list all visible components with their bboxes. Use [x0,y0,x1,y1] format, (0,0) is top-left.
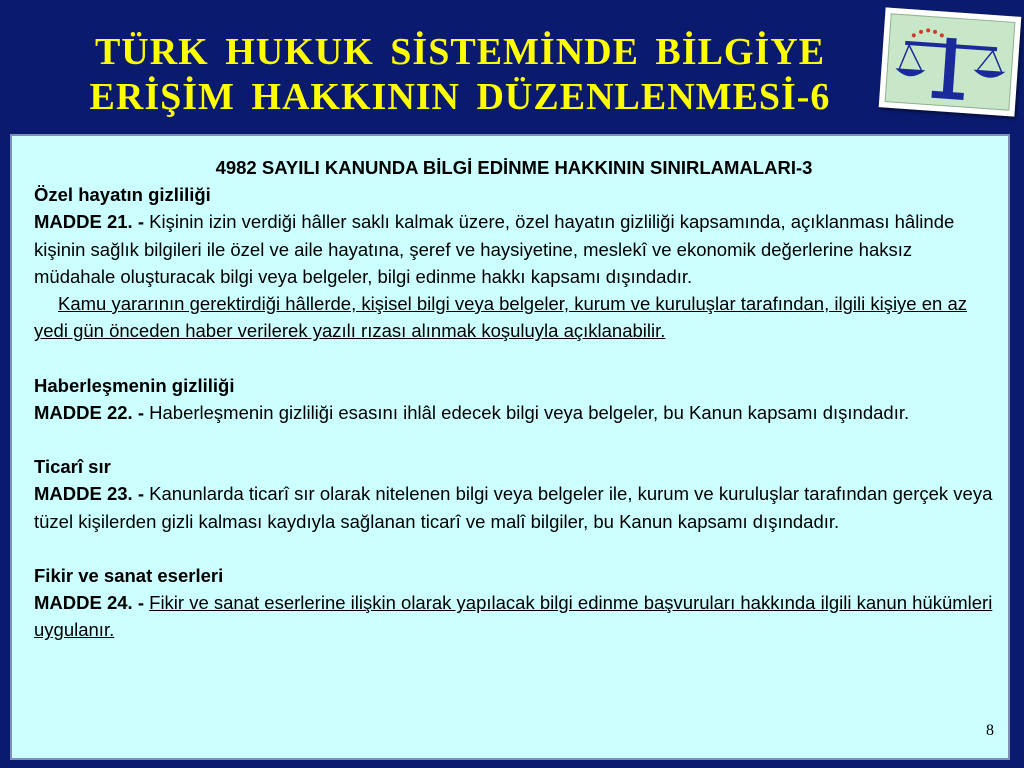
article-24-text: Fikir ve sanat eserlerine ilişkin olarak yapılacak bilgi edinme başvuruları hakkında ilgili kanun hükümleri uygulanır. [34,592,993,641]
article-21 [34,208,994,290]
section-title-21: Özel hayatın gizliliği [34,184,211,206]
article-21-text: Kişinin izin verdiği hâller saklı kalmak üzere, özel hayatın gizliliği kapsamında, açıklanması hâlinde kişinin sağlık bilgileri ile özel ve aile hayatına, şeref ve haysiyetine, meslekî ve ekonomik değerlerine haksız müdahale oluşturacak bilgi veya belgeler, bilgi edinme hakkı kapsamı dışındadır. [34,211,955,287]
content-heading: 4982 SAYILI KANUNDA BİLGİ EDİNME HAKKININ SINIRLAMALARI-3 [215,157,813,178]
page-number: 8 [986,722,994,739]
article-23 [34,480,994,534]
article-21-extra [34,290,994,344]
article-21-label: MADDE 21. - [34,211,144,233]
article-22-text: Haberleşmenin gizliliği esasını ihlâl edecek bilgi veya belgeler, bu Kanun kapsamı dışındadır. [144,401,910,423]
article-21-extra-text: Kamu yararının gerektirdiği hâllerde, kişisel bilgi veya belgeler, kurum ve kuruluşlar tarafından, ilgili kişiye en az yedi gün önceden haber verilerek yazılı rızası alınmak koşuluyla açıklanabilir. [34,293,967,342]
section-title-22: Haberleşmenin gizliliği [34,374,235,396]
slide-header [0,0,1024,126]
section-title-23: Ticarî sır [34,456,111,478]
article-24-label: MADDE 24. - [34,592,144,614]
article-22-label: MADDE 22. - [34,401,144,423]
slide-title [0,30,920,120]
title-line-1: TÜRK HUKUK SİSTEMİNDE BİLGİYE [94,31,826,73]
title-line-2: ERİŞİM HAKKININ DÜZENLENMESİ-6 [89,76,831,118]
content-body [34,154,994,644]
article-23-text: Kanunlarda ticarî sır olarak nitelenen bilgi veya belgeler ile, kurum ve kuruluşlar tarafından gerçek veya tüzel kişilerden gizli kalması kaydıyla sağlanan ticarî ve malî bilgiler, bu Kanun kapsamı dışındadır. [34,483,993,532]
content-panel [10,134,1010,760]
article-24 [34,589,994,643]
scales-of-justice-icon [879,7,1022,116]
article-22 [34,399,994,426]
section-title-24: Fikir ve sanat eserleri [34,565,224,586]
article-23-label: MADDE 23. - [34,483,144,505]
